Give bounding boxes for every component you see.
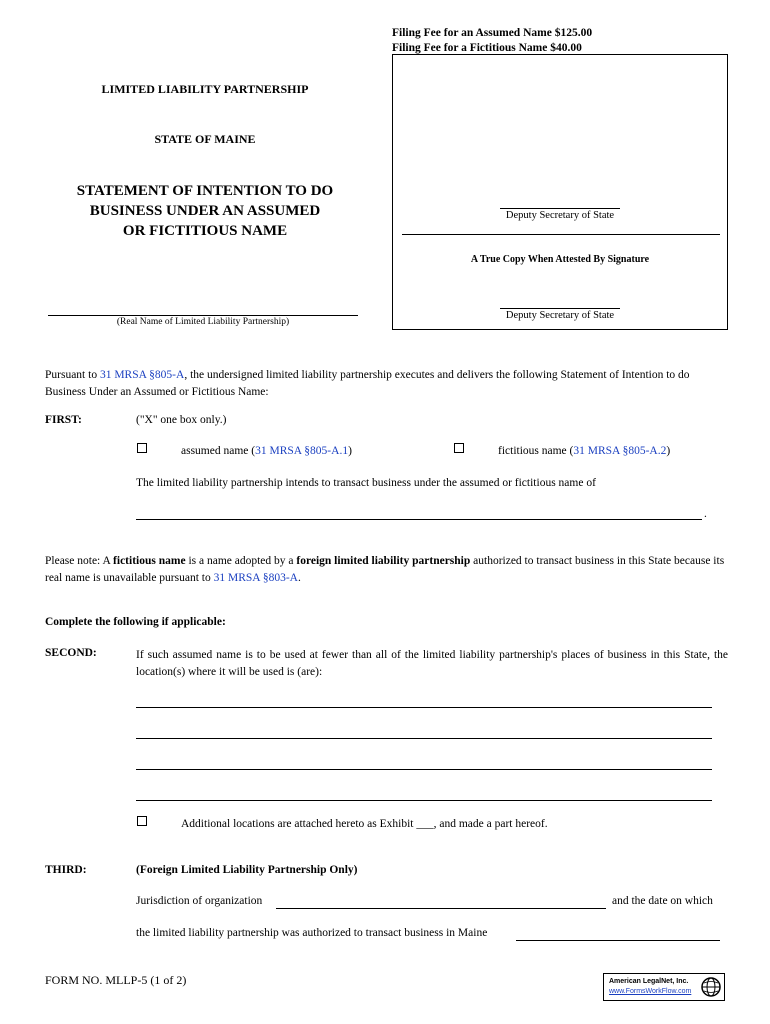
first-intends-text: The limited liability partnership intends to transact business under the assumed or fictitious name of <box>136 477 596 489</box>
assumed-name-close: ) <box>348 445 352 457</box>
deputy-signature-line-2 <box>500 308 620 309</box>
form-title <box>30 181 380 241</box>
fictitious-name-close: ) <box>666 445 671 457</box>
fictitious-name-option <box>498 445 670 457</box>
additional-locations-checkbox[interactable] <box>137 816 147 826</box>
assumed-name-checkbox[interactable] <box>137 443 147 453</box>
business-name-period: . <box>704 508 707 520</box>
complete-heading: Complete the following if applicable: <box>45 616 226 628</box>
deputy-caption-1: Deputy Secretary of State <box>505 210 615 221</box>
real-name-caption: (Real Name of Limited Liability Partnership) <box>116 317 290 327</box>
second-text: If such assumed name is to be used at fewer than all of the limited liability partnership's places of business in this State, the location(s) where it will be used is (are): <box>136 649 728 678</box>
location-field-1[interactable] <box>136 707 712 708</box>
note-bold-foreign: foreign limited liability partnership <box>296 555 471 567</box>
location-field-2[interactable] <box>136 738 712 739</box>
note-bold-fictitious: fictitious name <box>113 555 186 567</box>
fictitious-note <box>45 553 730 587</box>
heading-state: STATE OF MAINE <box>154 132 256 146</box>
note-text-3: authorized to transact business in this State because its real name is unavailable pursuant to <box>45 555 725 584</box>
intro-text-pre: Pursuant to <box>45 369 100 381</box>
link-31-mrsa-805-a-1[interactable]: 31 MRSA §805-A.1 <box>255 445 349 457</box>
date-on-which-text: and the date on which <box>612 895 713 907</box>
logo-url[interactable]: www.FormsWorkFlow.com <box>609 988 692 995</box>
form-number: FORM NO. MLLP-5 (1 of 2) <box>45 973 187 987</box>
assumed-name-option <box>181 445 352 457</box>
american-legalnet-logo <box>603 973 725 1001</box>
real-name-field[interactable] <box>48 315 358 316</box>
second-label: SECOND: <box>45 647 97 659</box>
form-title-line-1: STATEMENT OF INTENTION TO DO <box>76 183 334 199</box>
deputy-caption-2: Deputy Secretary of State <box>505 310 615 321</box>
intro-paragraph <box>45 367 730 401</box>
link-31-mrsa-805-a-2[interactable]: 31 MRSA §805-A.2 <box>573 445 667 457</box>
link-31-mrsa-805-a[interactable]: 31 MRSA §805-A <box>99 369 185 381</box>
form-title-line-3: OR FICTITIOUS NAME <box>122 223 288 239</box>
authorized-label: the limited liability partnership was authorized to transact business in Maine <box>136 927 488 939</box>
note-text-4: . <box>297 572 301 584</box>
heading-llp: LIMITED LIABILITY PARTNERSHIP <box>101 82 309 96</box>
link-31-mrsa-803-a[interactable]: 31 MRSA §803-A <box>213 572 298 584</box>
first-instruction: ("X" one box only.) <box>136 414 227 426</box>
logo-company-name: American LegalNet, Inc. <box>609 978 689 985</box>
intro-text-post: , the undersigned limited liability partnership executes and delivers the following Statement of Intention to do Business Under an Assumed or Fictitious Name: <box>45 369 690 398</box>
jurisdiction-field[interactable] <box>276 908 606 909</box>
authorization-date-field[interactable] <box>516 940 720 941</box>
filing-stamp-box <box>392 54 728 330</box>
first-label: FIRST: <box>45 414 82 426</box>
third-label: THIRD: <box>45 864 87 876</box>
jurisdiction-label: Jurisdiction of organization <box>136 895 263 907</box>
fictitious-name-checkbox[interactable] <box>454 443 464 453</box>
stamp-divider <box>402 234 720 235</box>
true-copy-text: A True Copy When Attested By Signature <box>470 254 650 265</box>
location-field-3[interactable] <box>136 769 712 770</box>
additional-locations-text: Additional locations are attached hereto as Exhibit ___, and made a part hereof. <box>181 818 548 830</box>
note-text-1: Please note: A <box>45 555 114 567</box>
fee-assumed: Filing Fee for an Assumed Name $125.00 <box>392 27 593 39</box>
business-name-field[interactable] <box>136 519 702 520</box>
globe-icon <box>701 977 721 997</box>
third-heading: (Foreign Limited Liability Partnership Only) <box>136 864 358 876</box>
fee-fictitious: Filing Fee for a Fictitious Name $40.00 <box>392 42 582 54</box>
note-text-2: is a name adopted by a <box>185 555 297 567</box>
form-title-line-2: BUSINESS UNDER AN ASSUMED <box>89 203 321 219</box>
location-field-4[interactable] <box>136 800 712 801</box>
assumed-name-label: assumed name ( <box>181 445 256 457</box>
deputy-signature-line-1 <box>500 208 620 209</box>
fictitious-name-label: fictitious name ( <box>498 445 574 457</box>
